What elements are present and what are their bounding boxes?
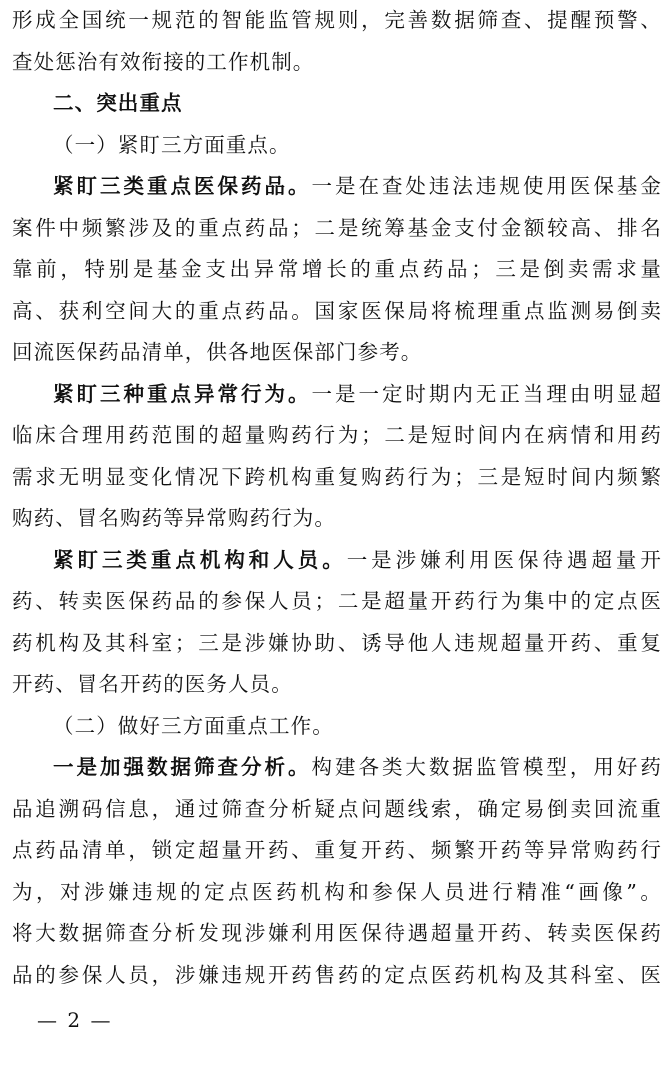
paragraph-lead: 紧盯三类重点医保药品。 (53, 174, 312, 198)
text-line: 案件中频繁涉及的重点药品；二是统筹基金支付金额较高、排名 (12, 215, 662, 240)
paragraph-text: 一是一定时期内无正当理由明显超 (311, 381, 662, 406)
text-line: 药机构及其科室；三是涉嫌协助、诱导他人违规超量开药、重复 (12, 630, 662, 655)
paragraph-lead: 一是加强数据筛查分析。 (53, 755, 312, 779)
paragraph-text: 一是在查处违法违规使用医保基金 (311, 174, 662, 198)
text-line: 回流医保药品清单，供各地医保部门参考。 (12, 340, 423, 364)
paragraph-first-line (12, 374, 662, 416)
text-line: 开药、冒名开药的医务人员。 (12, 672, 293, 696)
text-line: 品追溯码信息，通过筛查分析疑点问题线索，确定易倒卖回流重 (12, 796, 662, 821)
text-line: 点药品清单，锁定超量开药、重复开药、频繁开药等异常购药行 (12, 838, 662, 862)
text-line: 临床合理用药范围的超量购药行为；二是短时间内在病情和用药 (12, 423, 662, 447)
subsection-heading: （二）做好三方面重点工作。 (53, 713, 334, 738)
text-line: 品的参保人员，涉嫌违规开药售药的定点医药机构及其科室、医 (12, 962, 662, 987)
text-line: 查处惩治有效衔接的工作机制。 (12, 49, 315, 74)
paragraph-lead: 紧盯三种重点异常行为。 (53, 381, 312, 406)
subsection-heading: （一）紧盯三方面重点。 (53, 132, 291, 157)
text-line: 靠前，特别是基金支出异常增长的重点药品；三是倒卖需求量 (12, 257, 662, 281)
text-line: 药、转卖医保药品的参保人员；二是超量开药行为集中的定点医 (12, 589, 662, 613)
text-line: 购药、冒名购药等异常购药行为。 (12, 506, 336, 530)
paragraph-first-line (12, 747, 662, 789)
section-heading: 二、突出重点 (53, 91, 183, 115)
text-line: 高、获利空间大的重点药品。国家医保局将梳理重点监测易倒卖 (12, 298, 662, 323)
text-line: 将大数据筛查分析发现涉嫌利用医保待遇超量开药、转卖医保药 (12, 921, 662, 945)
paragraph-first-line (12, 166, 662, 208)
text-line: 为，对涉嫌违规的定点医药机构和参保人员进行精准“画像”。 (12, 879, 662, 904)
text-line: 形成全国统一规范的智能监管规则，完善数据筛查、提醒预警、 (12, 8, 662, 32)
paragraph-lead: 紧盯三类重点机构和人员。 (53, 547, 347, 572)
paragraph-text: 构建各类大数据监管模型，用好药 (311, 755, 662, 779)
document-page (12, 0, 662, 996)
text-line: 需求无明显变化情况下跨机构重复购药行为；三是短时间内频繁 (12, 464, 662, 489)
paragraph-first-line (12, 540, 662, 582)
paragraph-text: 一是涉嫌利用医保待遇超量开 (346, 547, 662, 572)
page-number: — 2 — (37, 1008, 113, 1032)
